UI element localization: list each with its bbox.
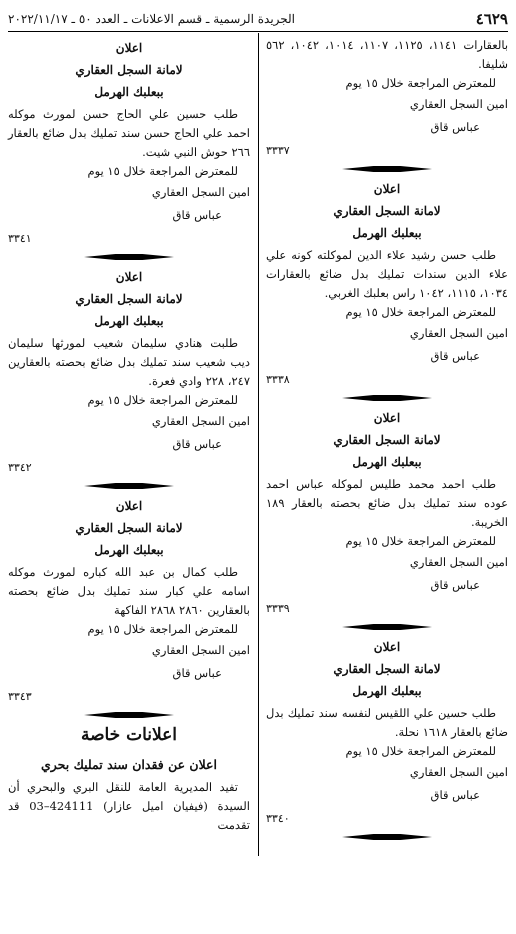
notice-region: ببعلبك الهرمل xyxy=(352,455,422,469)
registrar-title: امين السجل العقاري xyxy=(409,326,508,340)
registrar-name: عباس قاق xyxy=(430,788,480,802)
notice-body: طلبت هنادي سليمان شعيب لمورثها سليمان ديب شعيب سند تمليك بدل ضائع بحصته بالعقارين ٢٤٧، ٢٢٨ وادي فعرة. xyxy=(8,336,250,388)
notice-number: ٣٣٤٠ xyxy=(266,812,290,825)
notice-number: ٣٣٣٨ xyxy=(266,373,290,386)
registrar-name: عباس قاق xyxy=(430,349,480,363)
notice-authority: لامانة السجل العقاري xyxy=(75,63,183,77)
review-note: للمعترض المراجعة خلال ١٥ يوم xyxy=(345,744,496,758)
divider-ornament xyxy=(8,712,250,718)
divider-ornament xyxy=(8,254,250,260)
notice-authority: لامانة السجل العقاري xyxy=(75,521,183,535)
column-rule xyxy=(258,33,259,856)
registrar-title: امين السجل العقاري xyxy=(409,97,508,111)
review-note: للمعترض المراجعة خلال ١٥ يوم xyxy=(345,76,496,90)
page-number: ٤٦٢٩ xyxy=(475,10,508,28)
notice-heading: اعلان xyxy=(373,411,401,425)
notice-region: ببعلبك الهرمل xyxy=(94,314,164,328)
registrar-name: عباس قاق xyxy=(430,578,480,592)
divider-ornament xyxy=(266,166,508,172)
notice-number: ٣٣٣٩ xyxy=(266,602,290,615)
registrar-title: امين السجل العقاري xyxy=(409,555,508,569)
notice-region: ببعلبك الهرمل xyxy=(352,226,422,240)
registrar-name: عباس قاق xyxy=(172,666,222,680)
notice-heading: اعلان xyxy=(115,41,143,55)
continuation-text: بالعقارات ١١٤١، ١١٢٥، ١١٠٧، ١٠١٤، ١٠٤٢، ٥٦٢ شليفا. xyxy=(266,38,509,71)
divider-ornament xyxy=(266,624,508,630)
review-note: للمعترض المراجعة خلال ١٥ يوم xyxy=(87,393,238,407)
notice-body: طلب كمال بن عبد الله كباره لمورث موكله اسامه علي كبار سند تمليك بدل ضائع بحصته بالعقارين ٢٨٦٠ ٢٨٦٨ الفاكهة xyxy=(8,565,250,617)
notice-heading: اعلان xyxy=(115,499,143,513)
review-note: للمعترض المراجعة خلال ١٥ يوم xyxy=(345,305,496,319)
registrar-title: امين السجل العقاري xyxy=(409,765,508,779)
notice-body: طلب احمد محمد طليس لموكله عباس احمد عوده سند تمليك بدل ضائع بحصته بالعقار ١٨٩ الخريبة. xyxy=(266,477,508,529)
notice-region: ببعلبك الهرمل xyxy=(94,85,164,99)
left-column xyxy=(8,36,250,835)
notice-authority: لامانة السجل العقاري xyxy=(333,204,441,218)
notice-authority: لامانة السجل العقاري xyxy=(333,433,441,447)
notice-body: طلب حسين علي اللقيس لنفسه سند تمليك بدل ضائع بالعقار ١٦١٨ نحلة. xyxy=(266,706,508,739)
special-notice-subtitle: اعلان عن فقدان سند تمليك بحري xyxy=(40,757,217,772)
notice-heading: اعلان xyxy=(115,270,143,284)
notice-authority: لامانة السجل العقاري xyxy=(75,292,183,306)
review-note: للمعترض المراجعة خلال ١٥ يوم xyxy=(87,164,238,178)
registrar-title: امين السجل العقاري xyxy=(151,643,250,657)
notice-authority: لامانة السجل العقاري xyxy=(333,662,441,676)
registrar-title: امين السجل العقاري xyxy=(151,185,250,199)
divider-ornament xyxy=(266,395,508,401)
page-header xyxy=(8,9,508,29)
notice-number: ٣٣٤٢ xyxy=(8,461,32,474)
notice-heading: اعلان xyxy=(373,640,401,654)
header-rule xyxy=(8,31,508,32)
registrar-name: عباس قاق xyxy=(172,437,222,451)
notice-region: ببعلبك الهرمل xyxy=(94,543,164,557)
divider-ornament xyxy=(8,483,250,489)
registrar-title: امين السجل العقاري xyxy=(151,414,250,428)
special-notice-body: تفيد المديرية العامة للنقل البري والبحري أن السيدة (فيفيان اميل عازار) 424111–03 قد تقدمت xyxy=(8,780,250,832)
notice-number: ٣٣٤١ xyxy=(8,232,32,245)
divider-ornament xyxy=(266,834,508,840)
notice-heading: اعلان xyxy=(373,182,401,196)
registrar-name: عباس قاق xyxy=(430,120,480,134)
special-notices-title: اعلانات خاصة xyxy=(80,725,178,745)
registrar-name: عباس قاق xyxy=(172,208,222,222)
right-column xyxy=(266,36,508,848)
notice-region: ببعلبك الهرمل xyxy=(352,684,422,698)
gazette-title: الجريدة الرسمية ـ قسم الاعلانات ـ العدد ٥٠ ـ ٢٠٢٢/١١/١٧ xyxy=(8,12,296,26)
review-note: للمعترض المراجعة خلال ١٥ يوم xyxy=(87,622,238,636)
review-note: للمعترض المراجعة خلال ١٥ يوم xyxy=(345,534,496,548)
notice-number: ٣٣٤٣ xyxy=(8,690,32,703)
notice-body: طلب حسين علي الحاج حسن لمورث موكله احمد علي الحاج حسن سند تمليك بدل ضائع بالعقار ٢٦٦ حوش النبي شيت. xyxy=(8,107,250,159)
notice-body: طلب حسن رشيد علاء الدين لموكلته كونه علي علاء الدين سندات تمليك بدل ضائع بالعقارات ١٠٣٤، ١١١٥، ١٠٤٢ راس بعلبك الغربي. xyxy=(266,248,508,300)
notice-number: ٣٣٣٧ xyxy=(266,144,290,157)
